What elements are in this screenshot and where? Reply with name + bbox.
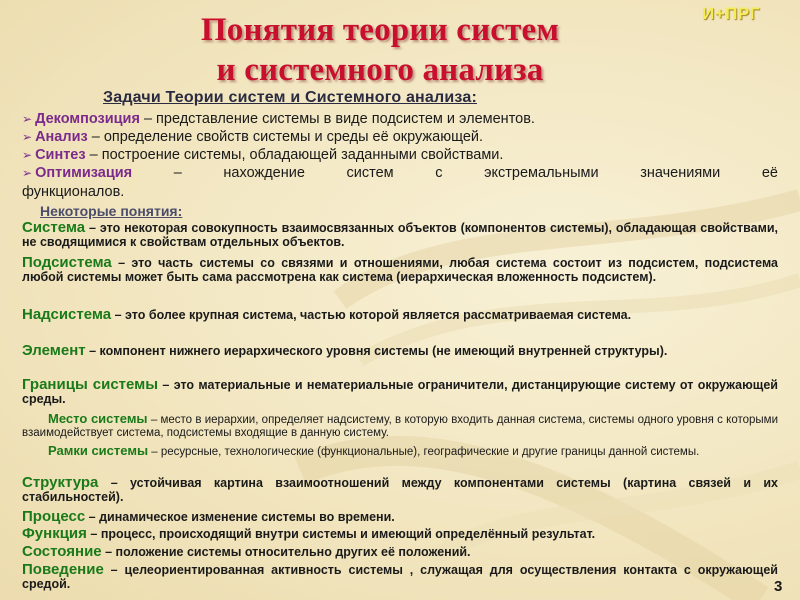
definition-item [22, 308, 778, 322]
definition-text: – это часть системы со связями и отношениями, любая система состоит из подсистем, подсистема любой системы может быть сама рассмотрена как система (иерархическая вложенность подсистем). [22, 256, 778, 284]
definition-text: – место в иерархии, определяет надсистему, в которую входить данная система, системы одного уровня с которыми взаимодействует система, подсистемы входящие в данную систему. [22, 414, 778, 439]
slide-title-line-2: и системного анализа [216, 52, 544, 88]
definition-text: – это более крупная система, частью которой является рассматриваемая система. [111, 308, 632, 322]
definition-term: Поведение [22, 561, 104, 578]
definition-text: – процесс, происходящий внутри системы и имеющий определённый результат. [86, 527, 596, 541]
definition-item [22, 444, 778, 459]
task-item [22, 129, 778, 145]
definition-term: Надсистема [22, 306, 112, 323]
definition-term: Рамки системы [48, 443, 149, 458]
concepts-heading: Некоторые понятия: [40, 203, 183, 219]
task-term: Оптимизация [35, 165, 133, 181]
arrow-bullet-icon: ➢ [22, 130, 33, 144]
definition-text: – компонент нижнего иерархического уровня системы (не имеющий внутренней структуры). [85, 344, 668, 358]
definition-item [22, 527, 778, 541]
definition-term: Место системы [48, 411, 148, 426]
task-term: Анализ [35, 129, 88, 145]
definition-item [22, 412, 778, 440]
definition-item [22, 378, 778, 406]
definition-text: – ресурсные, технологические (функциональные), географические и другие границы данной системы. [148, 446, 700, 458]
slide-title-line-1: Понятия теории систем [200, 12, 560, 48]
task-text: – нахождение систем с экстремальными значениями её [132, 165, 778, 181]
task-text: – определение свойств системы и среды её окружающей. [87, 129, 484, 145]
arrow-bullet-icon: ➢ [22, 148, 33, 162]
task-item [22, 147, 778, 163]
tasks-heading: Задачи Теории систем и Системного анализа: [103, 89, 477, 106]
definition-text: – устойчивая картина взаимоотношений между компонентами системы (картина связей и их стабильностей). [22, 476, 778, 504]
definition-term: Процесс [22, 508, 86, 525]
definition-item [22, 256, 778, 284]
task-item [22, 165, 778, 181]
task-term: Декомпозиция [35, 111, 140, 127]
task-term: Синтез [35, 147, 86, 163]
definition-text: – динамическое изменение системы во времени. [85, 510, 395, 524]
definition-item [22, 510, 778, 524]
definition-term: Система [22, 219, 86, 236]
definition-text: – положение системы относительно других её положений. [101, 545, 471, 559]
course-tag: И+ПРГ [702, 4, 760, 23]
definition-term: Состояние [22, 543, 102, 560]
definition-item [22, 563, 778, 591]
definition-item [22, 344, 778, 358]
definition-item [22, 476, 778, 504]
definition-term: Элемент [22, 342, 86, 359]
definition-item [22, 221, 778, 249]
definition-term: Функция [22, 525, 87, 542]
definition-item [22, 545, 778, 559]
definition-term: Границы системы [22, 376, 159, 393]
definition-term: Подсистема [22, 254, 112, 271]
definition-text: – это некоторая совокупность взаимосвязанных объектов (компонентов системы), обладающая свойствами, не сводящимися к свойствам отдельных объектов. [22, 221, 778, 249]
definition-text: – целеориентированная активность системы , служащая для осуществления контакта с окружающей средой. [22, 563, 778, 591]
task-text-continuation: функционалов. [22, 184, 125, 200]
definition-term: Структура [22, 474, 99, 491]
page-number: 3 [774, 578, 783, 595]
arrow-bullet-icon: ➢ [22, 112, 33, 126]
task-item [22, 111, 778, 127]
definition-text: – это материальные и нематериальные ограничители, дистанцирующие систему от окружающей среды. [22, 378, 778, 406]
arrow-bullet-icon: ➢ [22, 166, 33, 180]
task-text: – построение системы, обладающей заданными свойствами. [85, 147, 504, 163]
task-text: – представление системы в виде подсистем и элементов. [139, 111, 535, 127]
